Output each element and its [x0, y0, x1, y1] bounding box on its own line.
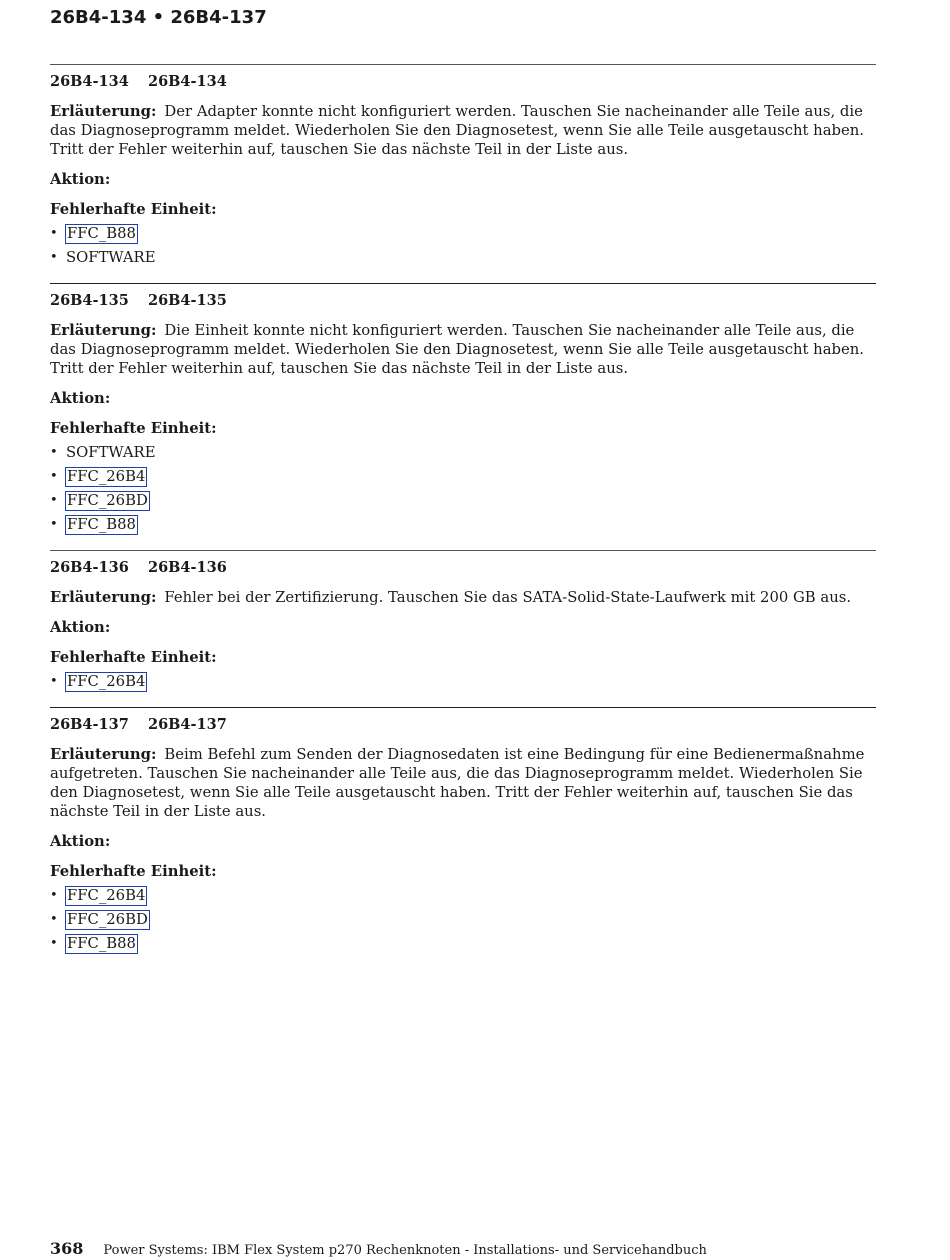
explanation-label: Erläuterung:	[50, 103, 157, 120]
explanation-label: Erläuterung:	[50, 746, 157, 763]
list-item	[50, 908, 876, 932]
entry-code-title: 26B4-134	[148, 73, 227, 90]
part-text: SOFTWARE	[66, 444, 156, 461]
part-link[interactable]: FFC_26BD	[67, 911, 148, 928]
page-footer	[50, 1239, 707, 1258]
entry-code: 26B4-137	[50, 716, 129, 733]
explanation	[50, 745, 876, 821]
list-item	[50, 222, 876, 246]
list-item	[50, 441, 876, 465]
bullet-icon: •	[50, 226, 58, 241]
failing-unit-label: Fehlerhafte Einheit:	[50, 649, 217, 666]
list-item	[50, 932, 876, 956]
explanation-label: Erläuterung:	[50, 322, 157, 339]
explanation-label: Erläuterung:	[50, 589, 157, 606]
entry-code: 26B4-135	[50, 292, 129, 309]
bullet-icon: •	[50, 674, 58, 689]
list-item	[50, 246, 876, 270]
parts-list	[50, 884, 876, 956]
part-link[interactable]: FFC_B88	[67, 225, 136, 242]
list-item	[50, 465, 876, 489]
part-link[interactable]: FFC_B88	[67, 516, 136, 533]
failing-unit-label: Fehlerhafte Einheit:	[50, 420, 217, 437]
bullet-icon: •	[50, 250, 58, 265]
action-label: Aktion:	[50, 619, 111, 636]
bullet-icon: •	[50, 469, 58, 484]
entry-code: 26B4-134	[50, 73, 129, 90]
explanation	[50, 102, 876, 159]
page-number: 368	[50, 1239, 84, 1258]
explanation-text: Die Einheit konnte nicht konfiguriert werden. Tauschen Sie nacheinander alle Teile aus, die das Diagnoseprogramm meldet. Wiederholen Sie den Diagnosetest, wenn Sie alle Teile ausgetauscht haben. Tritt der Fehler weiterhin auf, tauschen Sie das nächste Teil in der Liste aus.	[50, 322, 864, 377]
list-item	[50, 670, 876, 694]
entry-heading	[50, 73, 876, 90]
part-link[interactable]: FFC_B88	[67, 935, 136, 952]
explanation-text: Der Adapter konnte nicht konfiguriert werden. Tauschen Sie nacheinander alle Teile aus, die das Diagnoseprogramm meldet. Wiederholen Sie den Diagnosetest, wenn Sie alle Teile ausgetauscht haben. Tritt der Fehler weiterhin auf, tauschen Sie das nächste Teil in der Liste aus.	[50, 103, 864, 158]
error-entry	[50, 283, 876, 537]
bullet-icon: •	[50, 936, 58, 951]
list-item	[50, 513, 876, 537]
bullet-icon: •	[50, 888, 58, 903]
part-link[interactable]: FFC_26B4	[67, 468, 146, 485]
explanation	[50, 588, 876, 607]
page-header: 26B4-134 • 26B4-137	[50, 7, 267, 28]
error-entry	[50, 550, 876, 694]
list-item	[50, 884, 876, 908]
bullet-icon: •	[50, 517, 58, 532]
entry-heading	[50, 292, 876, 309]
part-link[interactable]: FFC_26B4	[67, 887, 146, 904]
action-label: Aktion:	[50, 390, 111, 407]
entry-heading	[50, 716, 876, 733]
entry-heading	[50, 559, 876, 576]
entries-list	[50, 64, 876, 969]
action-label: Aktion:	[50, 833, 111, 850]
explanation-text: Fehler bei der Zertifizierung. Tauschen Sie das SATA-Solid-State-Laufwerk mit 200 GB aus.	[164, 589, 852, 606]
entry-code-title: 26B4-136	[148, 559, 227, 576]
entry-code-title: 26B4-137	[148, 716, 227, 733]
error-entry	[50, 707, 876, 956]
failing-unit-label: Fehlerhafte Einheit:	[50, 863, 217, 880]
parts-list	[50, 670, 876, 694]
bullet-icon: •	[50, 493, 58, 508]
entry-code-title: 26B4-135	[148, 292, 227, 309]
explanation	[50, 321, 876, 378]
parts-list	[50, 441, 876, 537]
bullet-icon: •	[50, 912, 58, 927]
action-label: Aktion:	[50, 171, 111, 188]
entry-code: 26B4-136	[50, 559, 129, 576]
parts-list	[50, 222, 876, 270]
error-entry	[50, 64, 876, 270]
book-title: Power Systems: IBM Flex System p270 Rechenknoten - Installations- und Servicehandbuch	[103, 1243, 707, 1258]
failing-unit-label: Fehlerhafte Einheit:	[50, 201, 217, 218]
list-item	[50, 489, 876, 513]
bullet-icon: •	[50, 445, 58, 460]
part-link[interactable]: FFC_26BD	[67, 492, 148, 509]
explanation-text: Beim Befehl zum Senden der Diagnosedaten ist eine Bedingung für eine Bedienermaßnahme aufgetreten. Tauschen Sie nacheinander alle Teile aus, die das Diagnoseprogramm meldet. Wiederholen Sie den Diagnosetest, wenn Sie alle Teile ausgetauscht haben. Tritt der Fehler weiterhin auf, tauschen Sie das nächste Teil in der Liste aus.	[50, 746, 865, 820]
part-text: SOFTWARE	[66, 249, 156, 266]
part-link[interactable]: FFC_26B4	[67, 673, 146, 690]
